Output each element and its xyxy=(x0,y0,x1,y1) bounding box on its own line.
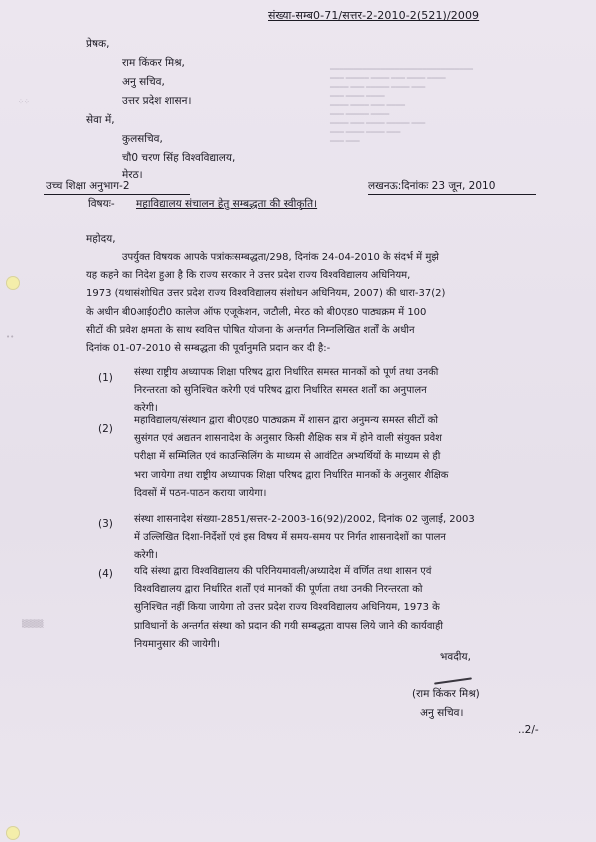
condition-number: (4) xyxy=(98,568,113,580)
reference-number: संख्या-सम्ब0-71/सत्तर-2-2010-2(521)/2009 xyxy=(268,9,480,22)
intro-line: दिनांक 01-07-2010 से सम्बद्धता की पूर्वानुमति प्रदान कर दी है:- xyxy=(86,343,331,355)
condition-text xyxy=(134,364,542,419)
intro-line: सीटों की प्रवेश क्षमता के साथ स्ववित्त पोषित योजना के अन्तर्गत निम्नलिखित शर्तों के अधीन xyxy=(86,324,415,336)
signatory-name: (राम किंकर मिश्र) xyxy=(412,688,480,700)
intro-paragraph xyxy=(86,249,538,358)
condition-text xyxy=(134,563,542,654)
condition-line: प्राविधानों के अन्तर्गत संस्था को प्रदान की गयी सम्बद्धता वापस लिये जाने की कार्यवाही xyxy=(134,620,443,632)
section-name: उच्च शिक्षा अनुभाग-2 xyxy=(46,180,130,192)
condition-line: में उल्लिखित दिशा-निर्देशों एवं इस विषय में समय-समय पर निर्गत शासनादेशों का पालन xyxy=(134,532,446,544)
salutation: महोदय, xyxy=(86,233,116,245)
punch-hole-top xyxy=(6,276,20,290)
condition-number: (1) xyxy=(98,372,113,384)
condition-line: दिवसों में पठन-पाठन कराया जायेगा। xyxy=(134,487,267,499)
recipient-city: मेरठ। xyxy=(122,169,143,181)
sender-name: राम किंकर मिश्र, xyxy=(122,57,185,69)
recipient-designation: कुलसचिव, xyxy=(122,133,163,145)
condition-line: निरन्तरता को सुनिश्चित करेगी एवं परिषद द्वारा निर्धारित समस्त शर्तों का अनुपालन xyxy=(134,385,427,397)
place-date: लखनऊ:दिनांकः 23 जून, 2010 xyxy=(368,180,496,192)
intro-line: उपर्युक्त विषयक आपके पत्रांकःसम्बद्धता/298, दिनांक 24-04-2010 के संदर्भ में मुझे xyxy=(122,252,439,263)
recipient-university: चौ0 चरण सिंह विश्वविद्यालय, xyxy=(122,152,236,164)
signature-stroke xyxy=(434,677,472,684)
margin-mark: ▒▒▒▒ xyxy=(22,620,44,628)
subject-label: विषयः- xyxy=(88,198,115,210)
subject-text: महाविद्यालय संचालन हेतु सम्बद्धता की स्वीकृति। xyxy=(135,198,318,210)
recipient-label: सेवा में, xyxy=(86,114,115,126)
condition-line: संस्था राष्ट्रीय अध्यापक शिक्षा परिषद द्वारा निर्धारित समस्त मानकों को पूर्ण तथा उनकी xyxy=(134,367,439,378)
sender-office: उत्तर प्रदेश शासन। xyxy=(122,95,192,107)
margin-mark: ⁘⁘ xyxy=(18,98,30,106)
page-continuation: ..2/- xyxy=(518,724,539,736)
section-underline xyxy=(44,194,190,195)
subject-line xyxy=(88,197,317,211)
sender-designation: अनु सचिव, xyxy=(122,76,165,88)
condition-line: संस्था शासनादेश संख्या-2851/सत्तर-2-2003-16(92)/2002, दिनांक 02 जुलाई, 2003 xyxy=(134,514,475,525)
condition-text xyxy=(134,511,542,566)
bleed-through-text: ▁▁▁▁▁▁▁▁▁▁▁▁▁▁▁▁▁▁▁▁▁▁▁▁▁▁▁▁▁▁▁ ▁▁▁ ▁▁▁▁▁ ▁▁▁▁ ▁▁▁ ▁▁▁▁ ▁▁▁▁ ▁▁▁▁ ▁▁▁ ▁▁▁▁▁ ▁▁▁▁ ▁▁▁ ▁▁▁ ▁▁▁▁ ▁▁▁▁ ▁▁▁▁ ▁▁▁▁ ▁▁▁ ▁▁▁▁ ▁▁▁ ▁▁▁▁▁ ▁▁▁▁ ▁▁▁▁ ▁▁▁ ▁▁▁▁ ▁▁▁▁▁ ▁▁▁ ▁▁▁ ▁▁▁▁ ▁▁▁▁ ▁▁▁ ▁▁▁ ▁▁▁ xyxy=(330,63,474,142)
condition-line: यदि संस्था द्वारा विश्वविद्यालय की परिनियमावली/अध्यादेश में वर्णित तथा शासन एवं xyxy=(134,566,432,577)
condition-line: करेगी। xyxy=(134,550,158,562)
condition-line: विश्वविद्यालय द्वारा निर्धारित शर्तों एवं मानकों की पूर्णता तथा उनकी निरन्तरता को xyxy=(134,584,423,596)
condition-number: (3) xyxy=(98,518,113,530)
closing: भवदीय, xyxy=(440,651,471,663)
condition-line: करेगी। xyxy=(134,403,158,415)
condition-line: महाविद्यालय/संस्थान द्वारा बी0एड0 पाठ्यक्रम में शासन द्वारा अनुमन्य समस्त सीटों को xyxy=(134,415,438,426)
condition-line: परीक्षा में सम्मिलित एवं काउन्सिलिंग के माध्यम से आवंटित अभ्यर्थियों के माध्यम से ही xyxy=(134,451,441,463)
condition-number: (2) xyxy=(98,423,113,435)
intro-line: 1973 (यथासंशोधित उत्तर प्रदेश राज्य विश्वविद्यालय संशोधन अधिनियम, 2007) की धारा-37(2) xyxy=(86,288,446,300)
signatory-designation: अनु सचिव। xyxy=(420,707,464,719)
intro-line: यह कहने का निदेश हुआ है कि राज्य सरकार ने उत्तर प्रदेश राज्य विश्वविद्यालय अधिनियम, xyxy=(86,270,411,282)
intro-line: के अधीन बी0आई0टी0 कालेज ऑफ एजूकेशन, जटौली, मेरठ को बी0एड0 पाठ्यक्रम में 100 xyxy=(86,306,427,318)
condition-line: सुनिश्चित नहीं किया जायेगा तो उत्तर प्रदेश राज्य विश्वविद्यालय अधिनियम, 1973 के xyxy=(134,602,440,614)
date-underline xyxy=(368,194,536,195)
condition-line: नियमानुसार की जायेगी। xyxy=(134,638,220,650)
margin-mark: •• xyxy=(6,333,15,341)
condition-text xyxy=(134,412,542,503)
condition-line: भरा जायेगा तथा राष्ट्रीय अध्यापक शिक्षा परिषद द्वारा निर्धारित मानकों के अनुसार शैक्षिक xyxy=(134,469,449,481)
sender-label: प्रेषक, xyxy=(86,38,110,50)
condition-line: सुसंगत एवं अद्यतन शासनादेश के अनुसार किसी शैक्षिक सत्र में होने वाली संयुक्त प्रवेश xyxy=(134,433,442,445)
punch-hole-bottom xyxy=(6,826,20,840)
